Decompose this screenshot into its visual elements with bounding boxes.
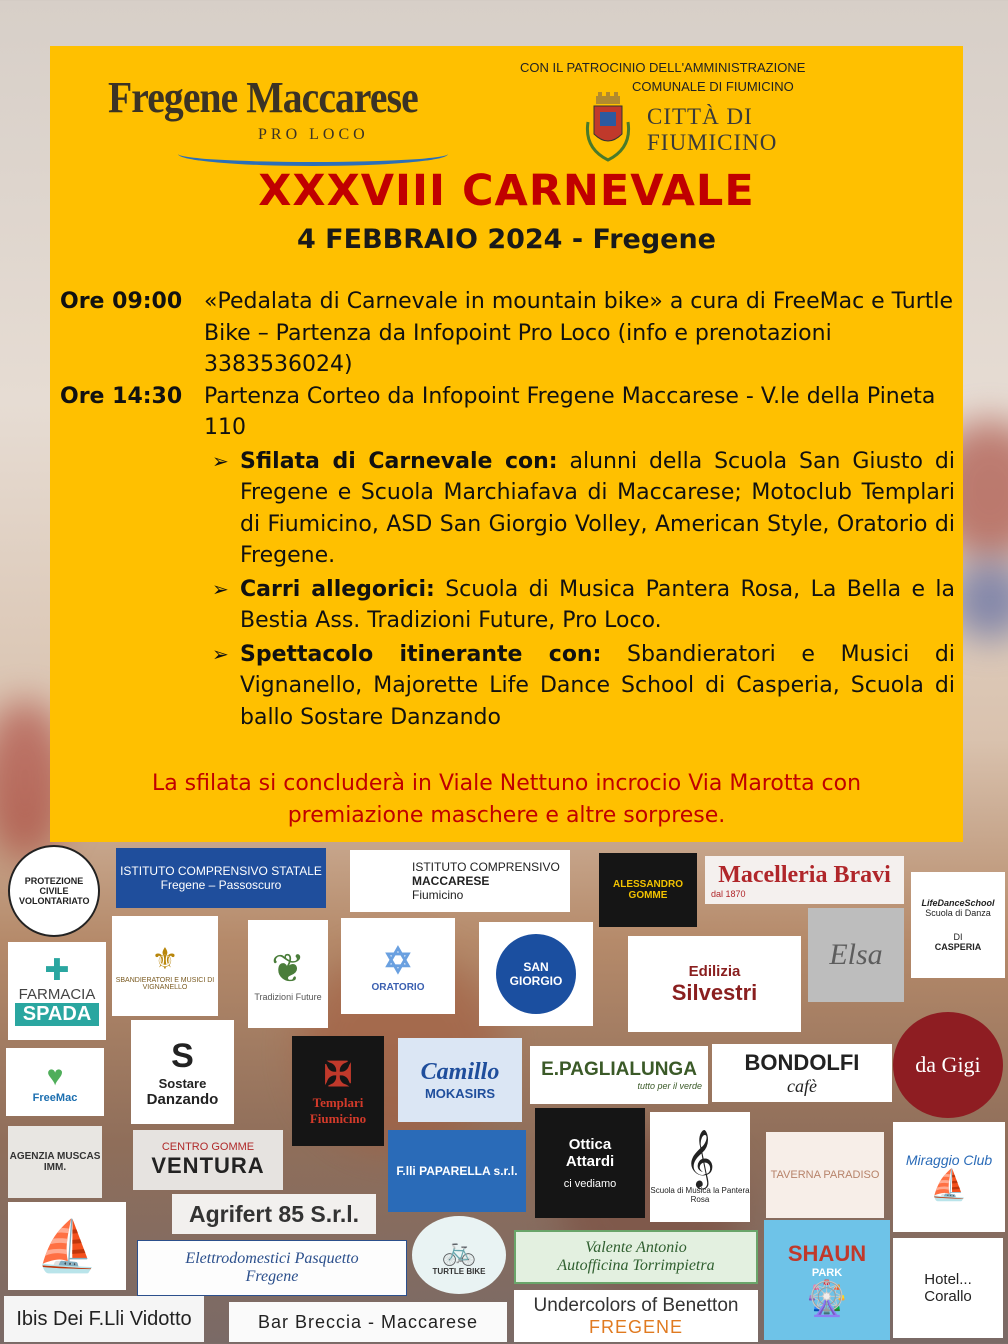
- closing-line-2: premiazione maschere e altre sorprese.: [287, 803, 726, 828]
- citta-di-fiumicino: [647, 104, 777, 156]
- templari-fiumicino-logo: [292, 1036, 384, 1146]
- program-bullets: [212, 446, 955, 734]
- sponsor-text: SPADA: [15, 1003, 100, 1026]
- sponsor-text: Bar Breccia - Maccarese: [257, 1311, 479, 1332]
- program-time: Ore 14:30: [60, 383, 183, 409]
- heart-icon: ♥: [46, 1060, 64, 1091]
- arrow-bullet-icon: ➢: [212, 448, 229, 473]
- sponsor-text: Autofficina Torrimpietra: [557, 1257, 715, 1274]
- life-dance-school-logo: [911, 872, 1005, 978]
- sponsor-text: da Gigi: [915, 1052, 981, 1077]
- s-logo-icon: S: [171, 1036, 194, 1075]
- city-line-1: CITTÀ DI: [647, 104, 753, 129]
- taverna-paradiso-logo: [766, 1132, 884, 1218]
- logo-sub: PRO LOCO: [258, 126, 369, 143]
- protezione-civile-logo: [8, 845, 100, 937]
- sponsor-text: Elsa: [829, 938, 883, 971]
- knight-cross-icon: ✠: [323, 1057, 353, 1094]
- sponsor-text: Fregene: [245, 1268, 299, 1285]
- sponsor-text: cafè: [787, 1075, 817, 1096]
- sponsor-text: Ottica: [568, 1136, 612, 1153]
- program-text: «Pedalata di Carnevale in mountain bike» a cura di FreeMac e Turtle Bike – Partenza da Infopoint Pro Loco (info e prenotazioni 3383536024): [204, 289, 954, 377]
- event-title: XXXVIII CARNEVALE: [258, 166, 755, 216]
- sponsor-text: FARMACIA: [18, 986, 96, 1003]
- hotel-corallo-logo: [893, 1238, 1003, 1338]
- sponsor-text: Tradizioni Future: [254, 992, 322, 1002]
- sponsor-text: CASPERIA: [934, 942, 982, 952]
- sponsor-text: MOKASIRS: [424, 1086, 496, 1101]
- shaun-park-logo: [764, 1220, 890, 1340]
- ic-fregene-logo: [116, 848, 326, 908]
- city-line-2: FIUMICINO: [647, 130, 778, 155]
- program: [60, 286, 955, 735]
- patronage-text: [520, 60, 880, 94]
- sponsor-text: FreeMac: [32, 1092, 78, 1104]
- macelleria-bravi-logo: [705, 856, 904, 904]
- sponsor-text: Edilizia: [688, 962, 741, 980]
- sponsor-text: CENTRO GOMME: [161, 1141, 255, 1153]
- sponsor-text: Attardi: [565, 1153, 615, 1170]
- edilizia-silvestri-logo: [628, 936, 801, 1032]
- valente-antonio-logo: [514, 1230, 758, 1284]
- undercolors-benetton-logo: [514, 1290, 758, 1342]
- patronage-line-2: COMUNALE DI FIUMICINO: [632, 79, 794, 94]
- sponsor-text: MACCARESE: [412, 874, 490, 888]
- sponsor-text: SHAUN: [787, 1241, 867, 1266]
- cross-icon: ✚: [44, 954, 70, 987]
- sponsor-text: LifeDanceSchool: [921, 898, 995, 908]
- alessandro-gomme-logo: [599, 853, 697, 927]
- palm-leaf-icon: ❦: [271, 947, 305, 991]
- sponsor-text: PROTEZIONE CIVILE VOLONTARIATO: [19, 876, 90, 906]
- event-date: 4 FEBBRAIO 2024 - Fregene: [297, 224, 716, 255]
- bullet-label: Spettacolo itinerante con:: [240, 641, 602, 667]
- pantera-rosa-logo: [650, 1112, 750, 1222]
- logo-name: Fregene Maccarese: [108, 73, 418, 122]
- sponsor-text: Scuola di Danza: [925, 908, 991, 918]
- sponsor-text: Silvestri: [671, 979, 758, 1005]
- sponsor-text: Elettrodomestici Pasquetto: [185, 1250, 359, 1267]
- sponsor-text: tutto per il verde: [637, 1081, 702, 1091]
- flag-icon: ⚜: [151, 942, 179, 976]
- ottica-attardi-logo: [535, 1108, 645, 1218]
- sponsor-text: PARK: [811, 1267, 843, 1279]
- patronage-line-1: CON IL PATROCINIO DELL'AMMINISTRAZIONE: [520, 60, 806, 75]
- sponsor-text: Fregene – Passoscuro: [160, 878, 282, 892]
- bondolfi-cafe-logo: [712, 1044, 892, 1102]
- closing-note: [50, 768, 963, 832]
- tradizioni-future-logo: [248, 920, 328, 1028]
- ic-maccarese-logo: [350, 850, 570, 912]
- sponsor-text: DI: [953, 932, 963, 942]
- da-gigi-logo: [893, 1012, 1003, 1118]
- paparella-logo: [388, 1130, 526, 1212]
- miraggio-club-logo: [893, 1122, 1005, 1232]
- bullet-label: Sfilata di Carnevale con:: [240, 448, 558, 474]
- sponsor-text: Fiumicino: [309, 1111, 367, 1126]
- sponsor-text: ISTITUTO COMPRENSIVO: [412, 860, 560, 874]
- pasquetto-logo: [137, 1240, 407, 1296]
- agenzia-muscas-logo: [8, 1126, 102, 1198]
- sponsor-text: TAVERNA PARADISO: [770, 1169, 880, 1181]
- oratorio-logo: [341, 918, 455, 1014]
- program-text: Partenza Corteo da Infopoint Fregene Maccarese - V.le della Pineta 110: [204, 383, 936, 440]
- ibis-boat-logo: [8, 1202, 126, 1290]
- bar-breccia-logo: [229, 1302, 507, 1342]
- freemac-logo: [6, 1048, 104, 1116]
- arrow-bullet-icon: ➢: [212, 576, 229, 601]
- bullet-text: Sbandieratori e Musici di Vignanello, Majorette Life Dance School di Casperia, Scuola di ballo Sostare Danzando: [240, 641, 955, 730]
- bullet-item: [212, 639, 955, 734]
- sponsor-text: E.PAGLIALUNGA: [541, 1059, 697, 1080]
- boat-icon: ⛵: [35, 1217, 99, 1274]
- sponsor-text: SBANDIERATORI E MUSICI DI VIGNANELLO: [115, 976, 215, 991]
- sponsor-text: ISTITUTO COMPRENSIVO STATALE: [120, 864, 322, 878]
- sponsor-text: Camillo: [420, 1059, 500, 1085]
- sponsor-text: BONDOLFI: [744, 1049, 860, 1075]
- fiumicino-crest-icon: [584, 92, 632, 164]
- bullet-item: [212, 574, 955, 637]
- bike-icon: 🚲: [441, 1235, 477, 1266]
- paglialunga-logo: [530, 1046, 708, 1104]
- pro-loco-logo: [108, 72, 438, 172]
- bullet-text: alunni della Scuola San Giusto di Fregene e Scuola Marchiafava di Maccarese; Motoclub Templari di Fiumicino, ASD San Giorgio Volley, American Style, Oratorio di Fregene.: [240, 448, 955, 568]
- elsa-logo: [808, 908, 904, 1002]
- closing-line-1: La sfilata si concluderà in Viale Nettuno incrocio Via Marotta con: [151, 771, 862, 796]
- turtle-bike-logo: [412, 1216, 506, 1294]
- sponsor-text: ALESSANDRO GOMME: [612, 879, 683, 901]
- arrow-bullet-icon: ➢: [212, 641, 229, 666]
- sponsor-text: ci vediamo: [563, 1178, 617, 1190]
- agrifert-logo: [172, 1194, 376, 1234]
- sponsor-text: ORATORIO: [371, 981, 425, 993]
- ibis-vidotto-logo: [4, 1296, 204, 1342]
- bullet-text: Scuola di Musica Pantera Rosa, La Bella e la Bestia Ass. Tradizioni Future, Pro Loco.: [240, 576, 956, 633]
- sponsor-text: Scuola di Musica la Pantera Rosa: [650, 1186, 750, 1204]
- centro-gomme-ventura-logo: [133, 1130, 283, 1190]
- farmacia-spada-logo: [8, 942, 106, 1040]
- sponsor-text: TURTLE BIKE: [432, 1267, 486, 1276]
- sponsor-text: AGENZIA MUSCAS IMM.: [9, 1151, 101, 1173]
- sponsor-text: Agrifert 85 S.r.l.: [188, 1200, 359, 1227]
- sponsor-text: Miraggio Club: [905, 1151, 993, 1168]
- sponsor-text: F.lli PAPARELLA s.r.l.: [396, 1164, 518, 1178]
- sponsor-text: Undercolors of Benetton: [533, 1294, 739, 1316]
- sbandieratori-logo: [112, 916, 218, 1016]
- sponsor-text: Valente Antonio: [585, 1239, 687, 1256]
- sponsor-text: SAN GIORGIO: [496, 934, 576, 1014]
- sponsor-text: Hotel...: [924, 1271, 972, 1288]
- sponsor-text: Fiumicino: [412, 888, 464, 902]
- program-row: [60, 286, 955, 381]
- camillo-mokasirs-logo: [398, 1038, 522, 1122]
- treble-clef-icon: 𝄞: [685, 1130, 715, 1186]
- sponsor-text: VENTURA: [151, 1153, 265, 1178]
- san-giorgio-logo: [479, 922, 593, 1026]
- sponsor-text: Sostare: [158, 1075, 207, 1091]
- sponsor-text: Ibis Dei F.Lli Vidotto: [16, 1307, 192, 1330]
- program-row: [60, 381, 955, 444]
- sponsor-text: Danzando: [146, 1090, 219, 1108]
- sostare-danzando-logo: [131, 1020, 234, 1124]
- sponsor-text: Corallo: [924, 1288, 972, 1305]
- logo-swoosh: [178, 142, 448, 166]
- ferris-wheel-icon: 🎡: [805, 1280, 849, 1318]
- sponsor-text: Macelleria Bravi: [718, 861, 891, 888]
- bullet-label: Carri allegorici:: [240, 576, 435, 602]
- star-icon: ✡: [382, 939, 414, 981]
- event-poster: [50, 46, 963, 842]
- program-time: Ore 09:00: [60, 289, 183, 314]
- bullet-item: [212, 446, 955, 572]
- sponsor-text: FREGENE: [588, 1316, 683, 1337]
- sponsor-text: dal 1870: [711, 888, 746, 899]
- sailboat-icon: ⛵: [930, 1168, 968, 1202]
- sponsor-text: Templari: [312, 1095, 364, 1110]
